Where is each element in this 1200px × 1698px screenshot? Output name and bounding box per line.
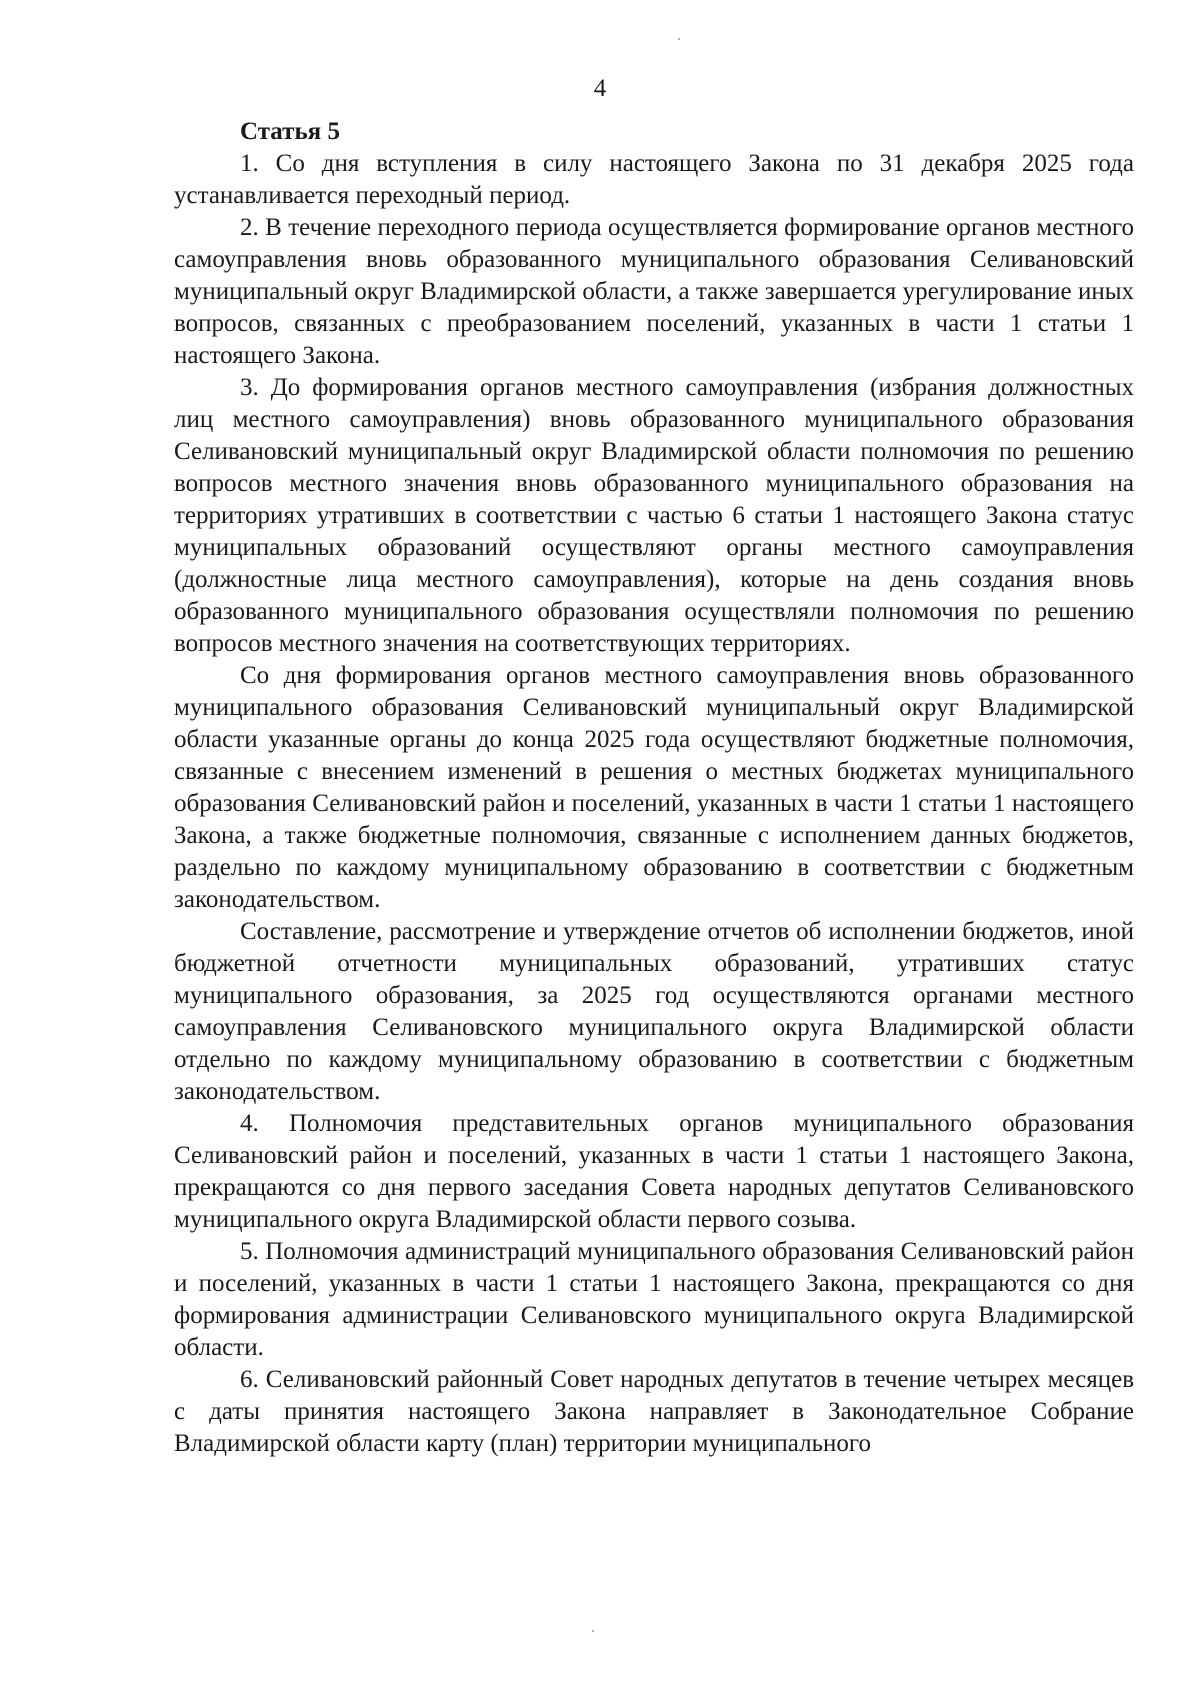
scan-speck — [592, 1630, 594, 1632]
paragraph-3-budget-powers: Со дня формирования органов местного самоуправления вновь образованного муниципального образования Селивановский муниципальный округ Владимирской области указанные органы до конца 2025 года осуществляют бюджетные полномочия, связанные с внесением изменений в решения о местных бюджетах муниципального образования Селивановский район и поселений, указанных в части 1 статьи 1 настоящего Закона, а также бюджетные полномочия, связанные с исполнением данных бюджетов, раздельно по каждому муниципальному образованию в соответствии с бюджетным законодательством. — [174, 662, 1134, 913]
paragraph-6: 6. Селивановский районный Совет народных депутатов в течение четырех месяцев с даты принятия настоящего Закона направляет в Законодательное Собрание Владимирской области карту (план) территории муниципального — [174, 1366, 1134, 1457]
paragraph-1: 1. Со дня вступления в силу настоящего Закона по 31 декабря 2025 года устанавливается переходный период. — [174, 150, 1134, 209]
paragraph-3-budget-reporting: Составление, рассмотрение и утверждение отчетов об исполнении бюджетов, иной бюджетной отчетности муниципальных образований, утративших статус муниципального образования, за 2025 год осуществляются органами местного самоуправления Селивановского муниципального округа Владимирской области отдельно по каждому муниципальному образованию в соответствии с бюджетным законодательством. — [174, 918, 1134, 1105]
paragraph-3: 3. До формирования органов местного самоуправления (избрания должностных лиц местного самоуправления) вновь образованного муниципального образования Селивановский муниципальный округ Владимирской области полномочия по решению вопросов местного значения вновь образованного муниципального образования на территориях утративших в соответствии с частью 6 статьи 1 настоящего Закона статус муниципальных образований осуществляют органы местного самоуправления (должностные лица местного самоуправления), которые на день создания вновь образованного муниципального образования осуществляли полномочия по решению вопросов местного значения на соответствующих территориях. — [174, 374, 1134, 657]
paragraph-5: 5. Полномочия администраций муниципального образования Селивановский район и поселений, указанных в части 1 статьи 1 настоящего Закона, прекращаются со дня формирования администрации Селивановского муниципального округа Владимирской области. — [174, 1238, 1134, 1361]
paragraph-2: 2. В течение переходного периода осуществляется формирование органов местного самоуправления вновь образованного муниципального образования Селивановский муниципальный округ Владимирской области, а также завершается урегулирование иных вопросов, связанных с преобразованием поселений, указанных в части 1 статьи 1 настоящего Закона. — [174, 214, 1134, 369]
article-heading: Статья 5 — [240, 118, 340, 145]
page-number: 4 — [593, 75, 607, 102]
document-body — [174, 116, 1134, 1460]
scan-speck — [678, 38, 680, 40]
paragraph-4: 4. Полномочия представительных органов муниципального образования Селивановский район и поселений, указанных в части 1 статьи 1 настоящего Закона, прекращаются со дня первого заседания Совета народных депутатов Селивановского муниципального округа Владимирской области первого созыва. — [174, 1110, 1134, 1233]
